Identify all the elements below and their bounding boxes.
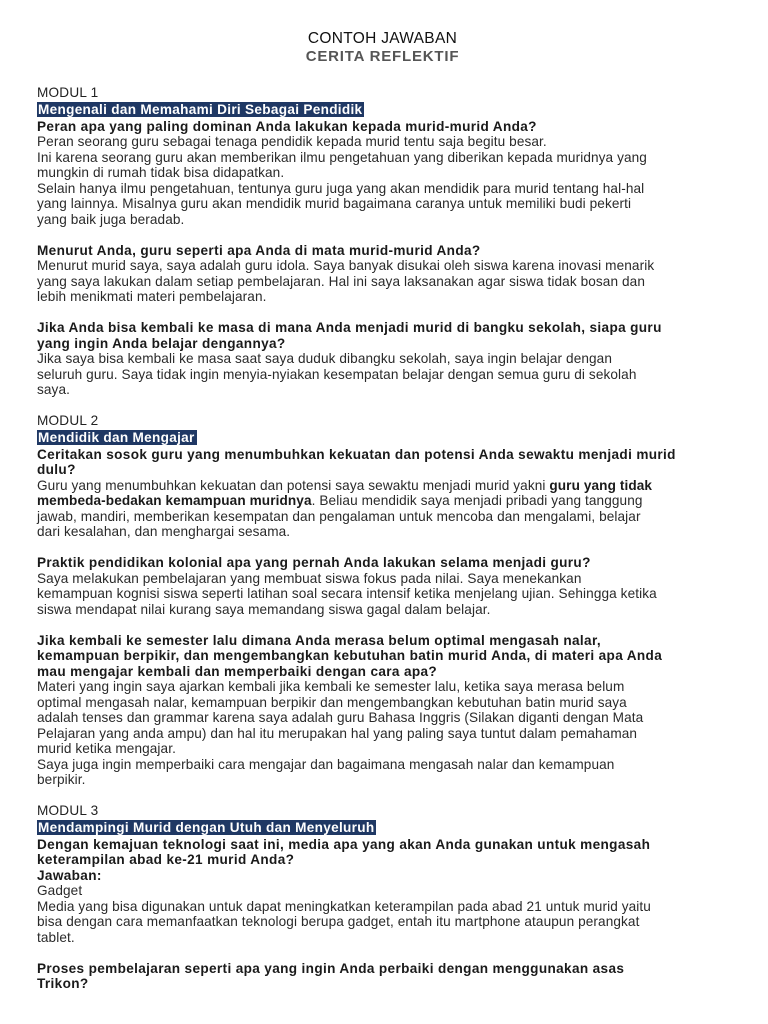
modul-1-answer-2-line: lebih menikmati materi pembelajaran. [37,289,267,304]
modul-2-answer-2-line: siswa mendapat nilai kurang saya memandang siswa gagal dalam belajar. [37,601,491,617]
modul-3-answer-1-line: tablet. [37,929,75,945]
modul-2-answer-3-line: berpikir. [37,772,86,787]
modul-1-question-2: Menurut Anda, guru seperti apa Anda di mata murid-murid Anda? [37,242,481,258]
modul-2-section [37,413,728,788]
spacer [37,398,728,414]
modul-2-answer-2-line: kemampuan kognisi siswa seperti latihan soal secara intensif ketika menjelang ujian. Sehingga ketika [37,586,657,601]
spacer [37,305,728,321]
modul-2-answer-1-line: jawab, mandiri, memberikan kesempatan dan pengalaman untuk mencoba dan mengalami, belajar [37,508,641,524]
modul-2-answer-3-line: adalah tenses dan grammar karena saya adalah guru Bahasa Inggris (Silakan diganti dengan Mata [37,710,644,725]
modul-2-question-1-line: dulu? [37,462,76,477]
modul-1-answer-3-line: seluruh guru. Saya tidak ingin menyia-nyiakan kesempatan belajar dengan semua guru di sekolah [37,366,637,382]
modul-3-section [37,803,728,992]
modul-2-answer-1-line [37,478,728,494]
answer-emphasis: membeda-bedakan kemampuan muridnya [37,493,312,508]
modul-1-answer-1-line: yang baik juga beradab. [37,211,185,227]
modul-2-question-3-line: kemampuan berpikir, dan mengembangkan kebutuhan batin murid Anda, di materi apa Anda [37,648,663,663]
modul-1-answer-1-line: Peran seorang guru sebagai tenaga pendidik kepada murid tentu saja begitu besar. [37,134,547,149]
modul-2-answer-3-line: optimal mengasah nalar, kemampuan berpikir dan mengembangkan kebutuhan batin murid saya [37,694,627,710]
modul-3-answer-1-line: Media yang bisa digunakan untuk dapat meningkatkan keterampilan pada abad 21 untuk murid yaitu [37,898,651,914]
spacer [37,945,728,961]
modul-1-answer-3-line: Jika saya bisa kembali ke masa saat saya duduk dibangku sekolah, saya ingin belajar dengan [37,351,612,366]
modul-2-answer-1-line [37,493,728,509]
modul-1-question-3-line: Jika Anda bisa kembali ke masa di mana Anda menjadi murid di bangku sekolah, siapa guru [37,320,662,335]
modul-3-question-2-line: Trikon? [37,976,89,991]
modul-1-answer-1-line: yang lainnya. Misalnya guru akan mendidik murid bagaimana caranya untuk memiliki budi pekerti [37,196,632,211]
modul-2-answer-3-line: murid ketika mengajar. [37,741,176,756]
modul-3-answer-1-line: bisa dengan cara memanfaatkan teknologi berupa gadget, entah itu martphone ataupun perangkat [37,914,640,929]
answer-text: . Beliau mendidik saya menjadi pribadi yang tanggung [311,493,643,508]
spacer [37,617,728,633]
modul-3-jawaban-label: Jawaban: [37,867,102,883]
modul-3-question-1-line: Dengan kemajuan teknologi saat ini, media apa yang akan Anda gunakan untuk mengasah [37,836,651,852]
modul-3-label: MODUL 3 [37,803,99,818]
modul-2-question-1-line: Ceritakan sosok guru yang menumbuhkan kekuatan dan potensi Anda sewaktu menjadi murid [37,446,676,462]
modul-1-question-1: Peran apa yang paling dominan Anda lakukan kepada murid-murid Anda? [37,118,537,134]
answer-text: Guru yang menumbuhkan kekuatan dan potensi saya sewaktu menjadi murid yakni [37,477,550,493]
modul-1-question-3-line: yang ingin Anda belajar dengannya? [37,335,286,351]
document-subtitle: CERITA REFLEKTIF [305,48,460,65]
modul-3-question-1-line: keterampilan abad ke-21 murid Anda? [37,852,295,867]
modul-1-heading: Mengenali dan Memahami Diri Sebagai Pendidik [38,101,363,117]
modul-1-section [37,85,728,398]
spacer [37,788,728,804]
modul-2-answer-1-line: dari kesalahan, dan menghargai sesama. [37,524,291,539]
document-title: CONTOH JAWABAN [307,30,458,47]
modul-1-answer-2-line: Menurut murid saya, saya adalah guru idola. Saya banyak disukai oleh siswa karena inovasi menarik [37,258,655,273]
modul-1-answer-1-line: Selain hanya ilmu pengetahuan, tentunya guru juga yang akan mendidik para murid tentang hal-hal [37,180,645,196]
modul-1-answer-3-line: saya. [37,382,70,397]
spacer [37,227,728,243]
modul-2-question-3-line: Jika kembali ke semester lalu dimana Anda merasa belum optimal mengasah nalar, [37,632,601,648]
modul-2-answer-2-line: Saya melakukan pembelajaran yang membuat siswa fokus pada nilai. Saya menekankan [37,570,582,586]
modul-2-heading: Mendidik dan Mengajar [38,429,195,445]
modul-3-answer-1-line: Gadget [37,883,83,898]
modul-2-answer-3-line: Saya juga ingin memperbaiki cara mengajar dan bagaimana mengasah nalar dan kemampuan [37,756,615,772]
spacer [37,540,728,556]
modul-2-question-2: Praktik pendidikan kolonial apa yang pernah Anda lakukan selama menjadi guru? [37,555,591,570]
modul-1-answer-1-line: mungkin di rumah tidak bisa didapatkan. [37,165,285,180]
modul-2-question-3-line: mau mengajar kembali dan memperbaiki dengan cara apa? [37,663,438,679]
modul-1-label: MODUL 1 [37,85,99,100]
modul-2-answer-3-line: Pelajaran yang anda ampu) dan hal itu merupakan hal yang paling saya tuntut dalam pemahaman [37,725,638,741]
modul-2-label: MODUL 2 [37,413,99,428]
modul-2-answer-3-line: Materi yang ingin saya ajarkan kembali jika kembali ke semester lalu, ketika saya merasa belum [37,679,625,694]
modul-3-heading: Mendampingi Murid dengan Utuh dan Menyeluruh [38,819,375,835]
modul-1-answer-2-line: yang saya lakukan dalam setiap pembelajaran. Hal ini saya laksanakan agar siswa tidak bosan dan [37,273,645,289]
answer-emphasis: guru yang tidak [549,477,653,493]
modul-1-answer-1-line: Ini karena seorang guru akan memberikan ilmu pengetahuan yang diberikan kepada muridnya yang [37,149,647,165]
modul-3-question-2-line: Proses pembelajaran seperti apa yang ingin Anda perbaiki dengan menggunakan asas [37,960,625,976]
